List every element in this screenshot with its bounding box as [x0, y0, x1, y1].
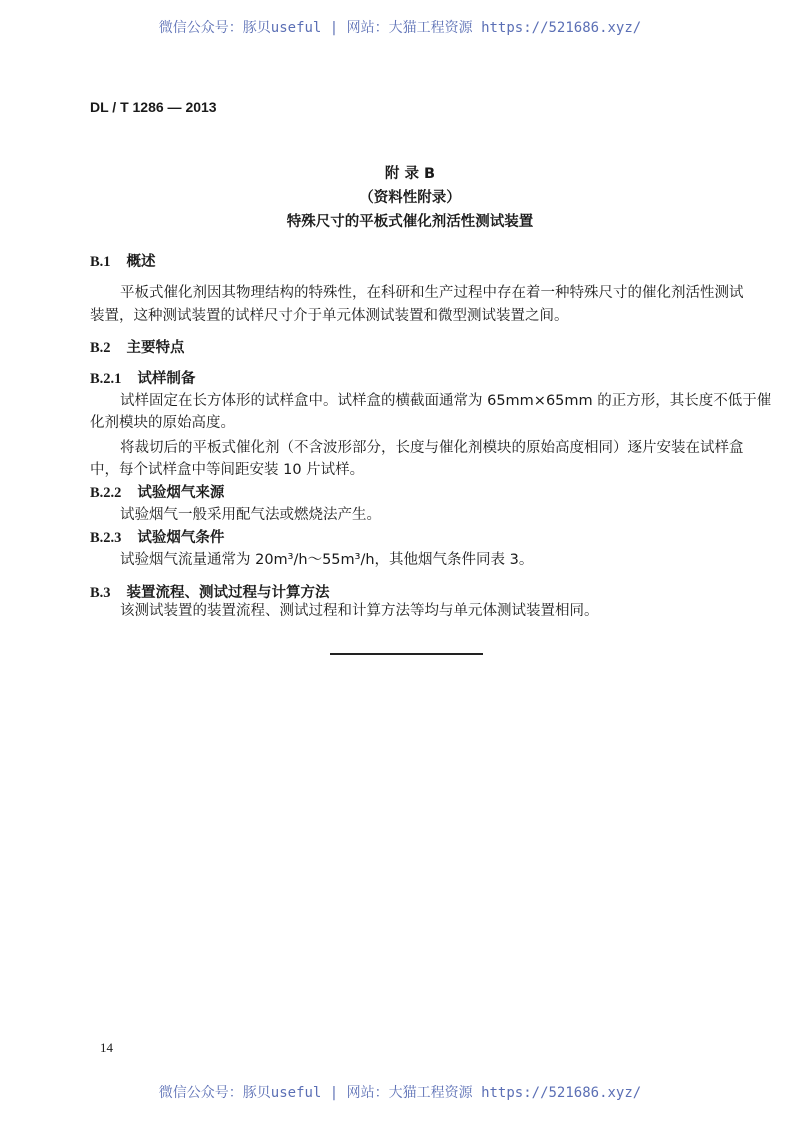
- paragraph-line: 化剂模块的原始高度。: [90, 415, 235, 431]
- section-title: 试验烟气条件: [137, 530, 225, 546]
- section-title: 装置流程、测试过程与计算方法: [126, 585, 330, 601]
- section-heading-b22: [90, 481, 224, 502]
- section-number: B.2.2: [90, 485, 122, 501]
- section-title: 试验烟气来源: [137, 485, 225, 501]
- paragraph-line: 试验烟气流量通常为 20m³/h～55m³/h，其他烟气条件同表 3。: [120, 552, 534, 568]
- paragraph-line: 将裁切后的平板式催化剂（不含波形部分，长度与催化剂模块的原始高度相同）逐片安装在试样盒: [120, 440, 744, 456]
- page-number: 14: [100, 1040, 113, 1055]
- standard-number: DL / T 1286 — 2013: [90, 99, 217, 115]
- paragraph-line: 中，每个试样盒中等间距安装 10 片试样。: [90, 462, 365, 478]
- end-rule: [330, 653, 483, 655]
- section-number: B.2.3: [90, 530, 122, 546]
- section-heading-b1: [90, 250, 156, 271]
- paragraph-line: 试样固定在长方体形的试样盒中。试样盒的横截面通常为 65mm×65mm 的正方形，其长度不低于催: [120, 393, 772, 409]
- section-number: B.3: [90, 585, 111, 601]
- watermark-footer: 微信公众号：豚贝useful | 网站：大猫工程资源 https://521686.xyz/: [158, 1085, 642, 1101]
- section-heading-b21: [90, 367, 195, 388]
- section-title: 试样制备: [137, 371, 196, 387]
- section-number: B.2.1: [90, 371, 122, 387]
- paragraph-line: 该测试装置的装置流程、测试过程和计算方法等均与单元体测试装置相同。: [120, 603, 599, 619]
- section-number: B.2: [90, 340, 111, 356]
- paragraph-line: 装置，这种测试装置的试样尺寸介于单元体测试装置和微型测试装置之间。: [90, 308, 569, 324]
- paragraph-line: 试验烟气一般采用配气法或燃烧法产生。: [120, 507, 381, 523]
- appendix-label: 附 录 B: [384, 166, 436, 182]
- appendix-title: 特殊尺寸的平板式催化剂活性测试装置: [286, 214, 534, 230]
- watermark-header: 微信公众号：豚贝useful | 网站：大猫工程资源 https://521686.xyz/: [158, 20, 642, 36]
- section-title: 主要特点: [126, 340, 185, 356]
- section-heading-b23: [90, 526, 224, 547]
- section-heading-b2: [90, 336, 185, 357]
- section-number: B.1: [90, 254, 111, 270]
- section-title: 概述: [126, 254, 156, 270]
- paragraph-line: 平板式催化剂因其物理结构的特殊性，在科研和生产过程中存在着一种特殊尺寸的催化剂活性测试: [120, 285, 744, 301]
- appendix-type: （资料性附录）: [359, 190, 461, 206]
